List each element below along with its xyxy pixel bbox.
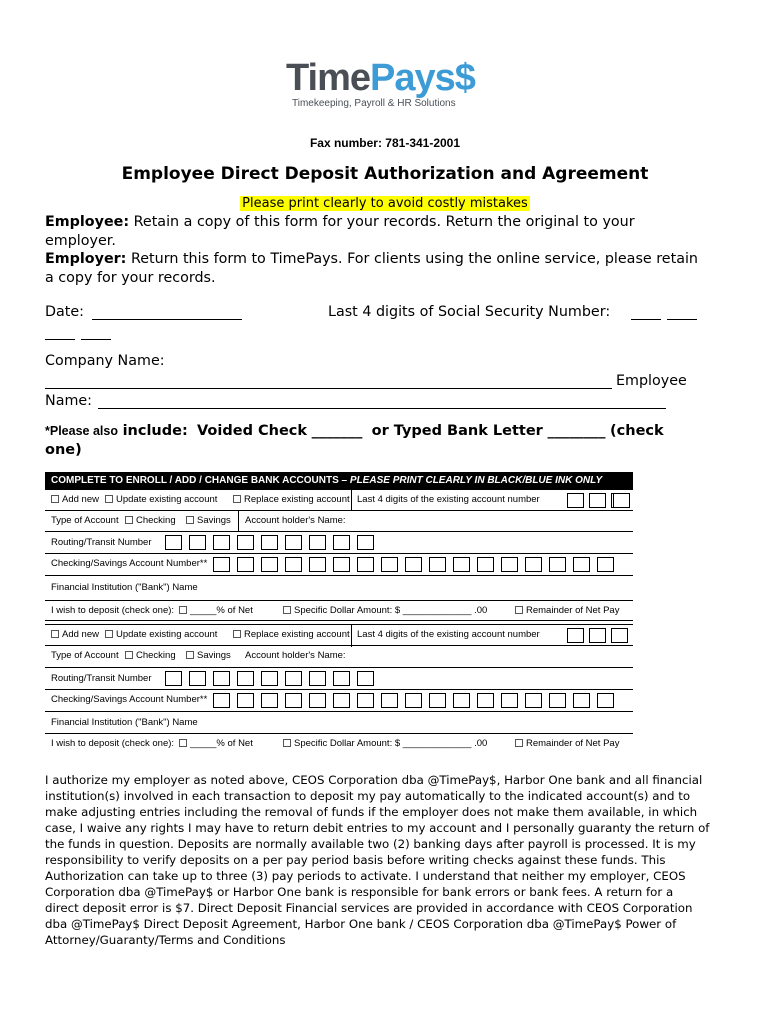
last4-box[interactable] (611, 628, 628, 643)
account-box[interactable] (429, 693, 446, 708)
remainder-option[interactable]: Remainder of Net Pay (515, 605, 619, 616)
account-box[interactable] (405, 557, 422, 572)
account-box[interactable] (573, 557, 590, 572)
account-box[interactable] (285, 557, 302, 572)
routing-box[interactable] (333, 671, 350, 686)
employee-name-field[interactable] (98, 408, 666, 409)
routing-box[interactable] (357, 535, 374, 550)
ssn-field-3[interactable] (45, 339, 75, 340)
account-box[interactable] (525, 693, 542, 708)
account-box[interactable] (333, 693, 350, 708)
account-box[interactable] (453, 557, 470, 572)
account-box[interactable] (357, 693, 374, 708)
wish-label: I wish to deposit (check one): (51, 738, 175, 749)
checking-option[interactable]: Checking (125, 515, 176, 526)
specific-amount-option[interactable]: Specific Dollar Amount: $ _____________ .00 (283, 738, 487, 749)
routing-label: Routing/Transit Number (51, 673, 152, 684)
deposit-row-1 (45, 601, 633, 621)
percent-option[interactable]: _____% of Net (179, 605, 253, 616)
account-box[interactable] (573, 693, 590, 708)
routing-box[interactable] (213, 535, 230, 550)
last4-label: Last 4 digits of the existing account number (357, 494, 540, 505)
account-box[interactable] (357, 557, 374, 572)
last4-label: Last 4 digits of the existing account number (357, 629, 540, 640)
routing-box[interactable] (237, 535, 254, 550)
routing-box[interactable] (237, 671, 254, 686)
type-of-account-label: Type of Account (51, 515, 119, 526)
account-box[interactable] (405, 693, 422, 708)
account-box[interactable] (453, 693, 470, 708)
institution-row-1 (45, 576, 633, 601)
institution-label: Financial Institution ("Bank") Name (51, 582, 198, 593)
account-box[interactable] (525, 557, 542, 572)
institution-row-2 (45, 712, 633, 734)
holder-name-label: Account holder's Name: (245, 650, 346, 661)
ssn-field-1[interactable] (631, 319, 661, 320)
routing-box[interactable] (165, 535, 182, 550)
bank-account-form (45, 472, 633, 752)
logo-wordmark: TimePays$ (286, 57, 475, 99)
specific-amount-option[interactable]: Specific Dollar Amount: $ _____________ .00 (283, 605, 487, 616)
remainder-option[interactable]: Remainder of Net Pay (515, 738, 619, 749)
routing-box[interactable] (309, 671, 326, 686)
timepays-logo (286, 58, 486, 118)
routing-box[interactable] (285, 671, 302, 686)
routing-box[interactable] (333, 535, 350, 550)
company-name-field[interactable] (45, 388, 612, 389)
account-box[interactable] (477, 693, 494, 708)
account-box[interactable] (213, 693, 230, 708)
add-new-option[interactable]: Add new (51, 629, 99, 640)
checking-option[interactable]: Checking (125, 650, 176, 661)
account-number-label: Checking/Savings Account Number** (51, 558, 208, 569)
replace-option[interactable]: Replace existing account (233, 629, 350, 640)
account-box[interactable] (501, 557, 518, 572)
routing-box[interactable] (189, 535, 206, 550)
account-box[interactable] (477, 557, 494, 572)
type-of-account-label: Type of Account (51, 650, 119, 661)
form-header: COMPLETE TO ENROLL / ADD / CHANGE BANK ACCOUNTS – PLEASE PRINT CLEARLY IN BLACK/BLUE INK ONLY (45, 472, 633, 490)
update-option[interactable]: Update existing account (105, 494, 217, 505)
account-box[interactable] (381, 693, 398, 708)
savings-option[interactable]: Savings (186, 515, 231, 526)
account-box[interactable] (333, 557, 350, 572)
type-row-1 (45, 511, 633, 532)
account-box[interactable] (549, 693, 566, 708)
account-box[interactable] (213, 557, 230, 572)
account-box[interactable] (501, 693, 518, 708)
date-label: Date: (45, 304, 84, 320)
routing-label: Routing/Transit Number (51, 537, 152, 548)
account-box[interactable] (309, 557, 326, 572)
action-row-2 (45, 624, 633, 646)
replace-option[interactable]: Replace existing account (233, 494, 350, 505)
deposit-row-2 (45, 734, 633, 754)
page-title: Employee Direct Deposit Authorization and Agreement (121, 164, 649, 184)
account-row-1 (45, 554, 633, 576)
account-row-2 (45, 690, 633, 712)
routing-box[interactable] (309, 535, 326, 550)
employee-instructions: Employee: Retain a copy of this form for your records. Return the original to your employer. (45, 214, 635, 249)
employer-instructions: Employer: Return this form to TimePays. For clients using the online service, please retain a copy for your records. (45, 251, 698, 286)
account-box[interactable] (429, 557, 446, 572)
company-name-label: Company Name: (45, 353, 165, 369)
routing-row-2 (45, 668, 633, 690)
savings-option[interactable]: Savings (186, 650, 231, 661)
wish-label: I wish to deposit (check one): (51, 605, 175, 616)
account-box[interactable] (597, 557, 614, 572)
last4-box[interactable] (567, 628, 584, 643)
ssn-field-2[interactable] (667, 319, 697, 320)
employee-name-label: Name: (45, 393, 92, 409)
routing-row-1 (45, 532, 633, 554)
update-option[interactable]: Update existing account (105, 629, 217, 640)
routing-box[interactable] (261, 671, 278, 686)
include-instructions: *Please also include: Voided Check _______ or Typed Bank Letter ________ (check one) (45, 423, 664, 458)
employee-word: Employee (616, 373, 687, 389)
routing-box[interactable] (213, 671, 230, 686)
type-row-2 (45, 646, 633, 668)
holder-name-label: Account holder's Name: (245, 515, 346, 526)
institution-label: Financial Institution ("Bank") Name (51, 717, 198, 728)
percent-option[interactable]: _____% of Net (179, 738, 253, 749)
account-box[interactable] (381, 557, 398, 572)
logo-tagline: Timekeeping, Payroll & HR Solutions (292, 98, 456, 109)
account-box[interactable] (237, 557, 254, 572)
account-box[interactable] (597, 693, 614, 708)
last4-box[interactable] (589, 628, 606, 643)
routing-box[interactable] (285, 535, 302, 550)
routing-box[interactable] (189, 671, 206, 686)
authorization-text: I authorize my employer as noted above, CEOS Corporation dba @TimePay$, Harbor One bank and all financial institution(s) involved in each transaction to deposit my pay automatically to the indicated account(s) and to make adjusting entries including the removal of funds if the employer does not make them available, in which case, I waive any rights I may have to return debit entries to my account and I personally guaranty the return of the funds in question. Deposits are normally available two (2) banking days after payroll is processed. It is my responsibility to verify deposits on a per pay period basis before writing checks against these funds. This Authorization can take up to three (3) pay periods to activate. I understand that neither my employer, CEOS Corporation dba @TimePay$ or Harbor One bank is responsible for bank errors or bank fees. A return for a direct deposit error is $7. Direct Deposit Financial services are provided in accordance with CEOS Corporation dba @TimePay$ Direct Deposit Agreement, Harbor One bank / CEOS Corporation dba @TimePay$ Power of Attorney/Guaranty/Terms and Conditions (45, 773, 710, 947)
print-notice: Please print clearly to avoid costly mistakes (242, 196, 528, 211)
ssn-field-4[interactable] (81, 339, 111, 340)
date-field[interactable] (92, 319, 242, 320)
routing-box[interactable] (165, 671, 182, 686)
account-box[interactable] (549, 557, 566, 572)
add-new-option[interactable]: Add new (51, 494, 99, 505)
account-number-label: Checking/Savings Account Number** (51, 694, 208, 705)
account-box[interactable] (261, 693, 278, 708)
routing-box[interactable] (357, 671, 374, 686)
last4-box[interactable] (589, 493, 606, 508)
account-box[interactable] (237, 693, 254, 708)
ssn-label: Last 4 digits of Social Security Number: (328, 304, 611, 320)
account-box[interactable] (261, 557, 278, 572)
routing-box[interactable] (261, 535, 278, 550)
action-row-1 (45, 490, 633, 511)
account-box[interactable] (285, 693, 302, 708)
last4-box[interactable] (567, 493, 584, 508)
fax-number: Fax number: 781-341-2001 (309, 136, 461, 150)
last4-box[interactable] (613, 493, 630, 508)
account-box[interactable] (309, 693, 326, 708)
